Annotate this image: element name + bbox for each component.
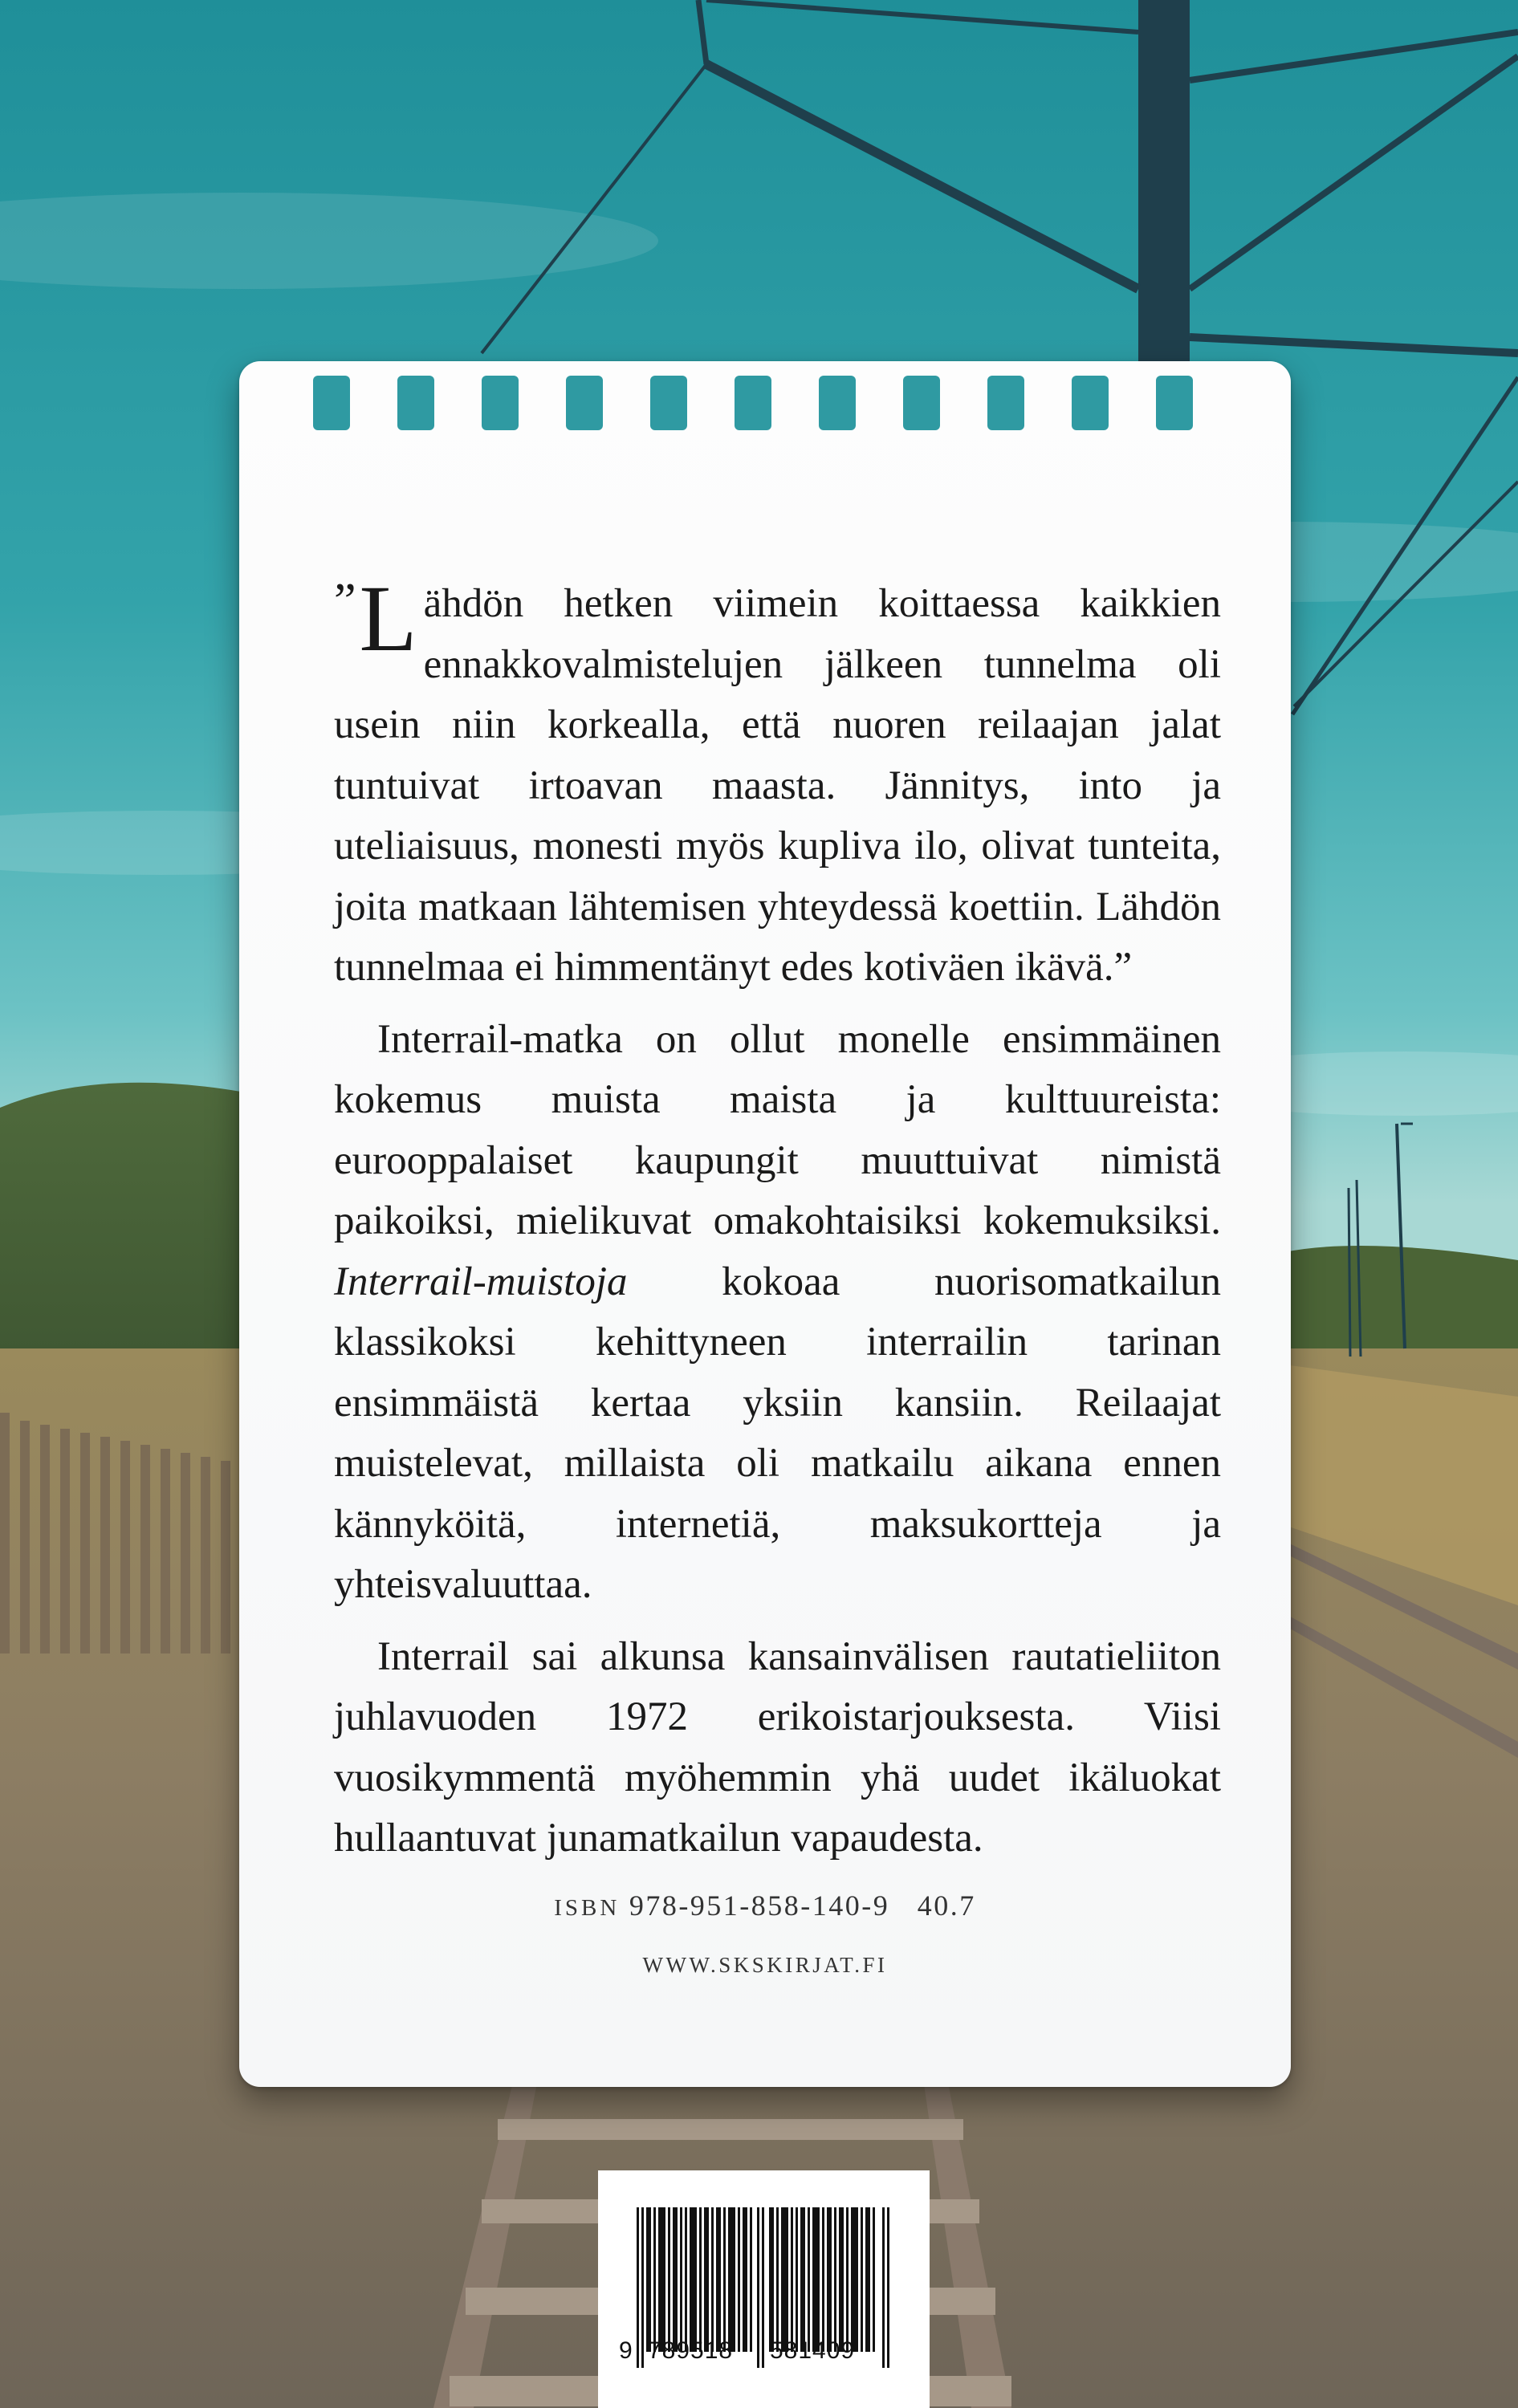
blurb-paragraph-quote: [334, 566, 1221, 999]
description-text-start: Interrail-matka on ollut monelle ensimmäinen kokemus muista maista ja kulttuureista: eurooppalaiset kaupungit muuttuivat nimistä paikoiksi, mielikuvat omakohtaisiksi kokemuksiksi.: [334, 1016, 1221, 1243]
blurb-paragraph-history: [334, 1627, 1221, 1869]
notepad-binding-holes-icon: [239, 361, 1291, 449]
barcode: [598, 2170, 930, 2408]
notepad-page: [239, 361, 1291, 2087]
history-text: Interrail sai alkunsa kansainvälisen rautatieliiton juhlavuoden 1972 erikoistarjouksesta. Viisi vuosikymmentä myöhemmin yhä uudet ikäluokat hullaantuvat junamatkailun vapaudesta.: [334, 1633, 1221, 1861]
binding-hole: [1072, 376, 1109, 430]
dropcap-letter: L: [359, 566, 417, 671]
binding-hole: [566, 376, 603, 430]
binding-hole: [650, 376, 687, 430]
binding-hole: [987, 376, 1024, 430]
blurb-paragraph-description: [334, 1010, 1221, 1616]
barcode-digit-first: 9: [619, 2337, 633, 2364]
binding-hole: [313, 376, 350, 430]
class-code: 40.7: [917, 1889, 976, 1922]
binding-hole: [397, 376, 434, 430]
isbn-number: 978-951-858-140-9: [629, 1889, 890, 1922]
binding-hole: [1156, 376, 1193, 430]
quote-text: ähdön hetken viimein koittaessa kaikkien ennakkovalmistelujen jälkeen tunnelma oli usein niin korkealla, että nuoren reilaajan jalat tuntuivat irtoavan maasta. Jännitys, into ja uteliaisuus, monesti myös kupliva ilo, olivat tunteita, joita matkaan lähtemisen yhteydessä koettiin. Lähdön tunnelmaa ei himmentänyt edes kotiväen ikävä.”: [334, 581, 1221, 990]
binding-hole: [482, 376, 519, 430]
description-text-end: kokoaa nuorisomatkailun klassikoksi kehittyneen interrailin tarinan ensimmäistä kertaa yksiin kansiin. Reilaajat muistelevat, millaista oli matkailu aikana ennen kännyköitä, internetiä, maksukortteja ja yhteisvaluuttaa.: [334, 1259, 1221, 1607]
blurb-text: [334, 566, 1221, 1869]
open-quote-mark: ”: [334, 574, 356, 628]
binding-hole: [819, 376, 856, 430]
binding-hole: [735, 376, 771, 430]
barcode-digits-left: 789518: [648, 2337, 734, 2364]
binding-hole: [903, 376, 940, 430]
barcode-digits-right: 581409: [770, 2337, 856, 2364]
publisher-website: WWW.SKSKIRJAT.FI: [642, 1953, 888, 1977]
book-title-italic: Interrail-muistoja: [334, 1259, 628, 1304]
isbn-line: [239, 1889, 1291, 1922]
isbn-label: ISBN: [554, 1895, 621, 1921]
